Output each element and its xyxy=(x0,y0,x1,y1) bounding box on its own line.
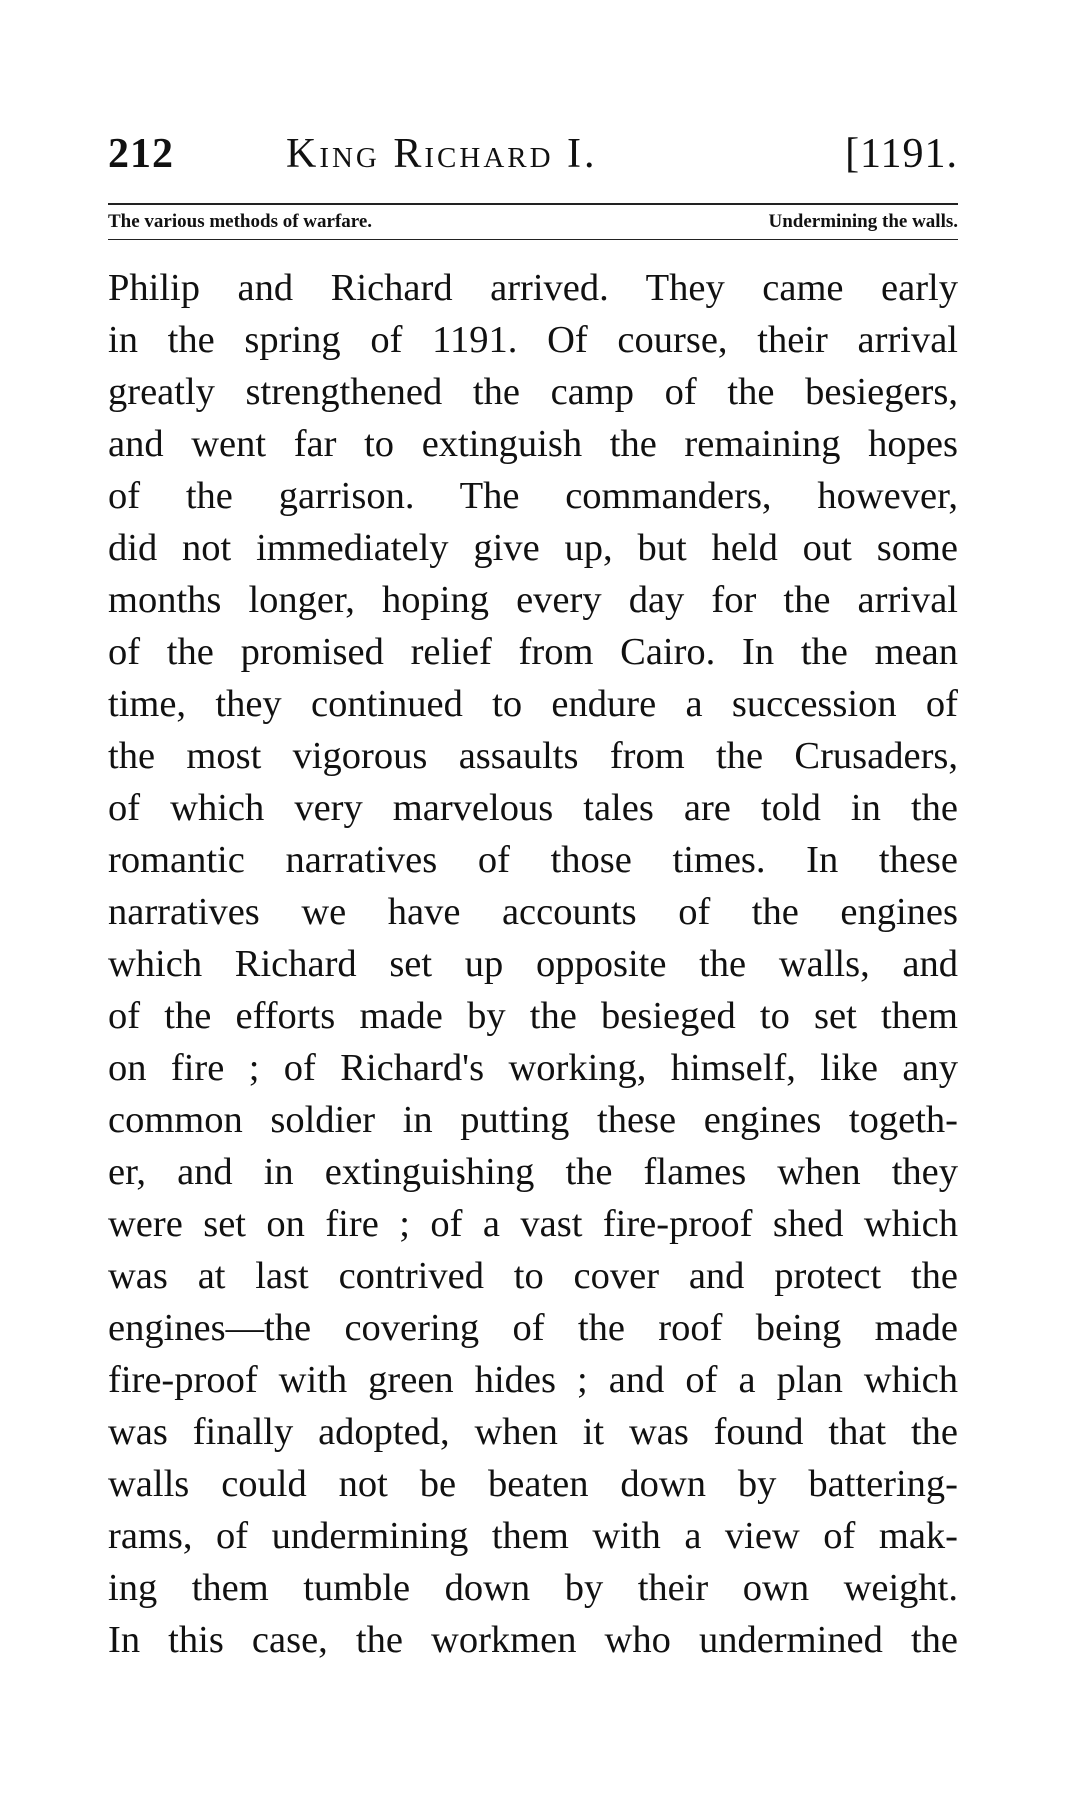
text-line: which Richard set up opposite the walls, and xyxy=(108,943,958,985)
text-line: of the promised relief from Cairo. In the mean xyxy=(108,631,958,673)
text-line: common soldier in putting these engines togeth- xyxy=(108,1099,958,1141)
text-line: were set on fire ; of a vast fire-proof shed which xyxy=(108,1203,958,1245)
text-line: narratives we have accounts of the engines xyxy=(108,891,958,933)
text-line: er, and in extinguishing the flames when they xyxy=(108,1151,958,1193)
text-line: was finally adopted, when it was found that the xyxy=(108,1411,958,1453)
text-line: walls could not be beaten down by battering- xyxy=(108,1463,958,1505)
text-line: on fire ; of Richard's working, himself, like any xyxy=(108,1047,958,1089)
text-line: In this case, the workmen who undermined the xyxy=(108,1619,958,1661)
text-line: the most vigorous assaults from the Crusaders, xyxy=(108,735,958,777)
page-number: 212 xyxy=(108,131,174,177)
book-title: King Richard I. xyxy=(286,131,598,177)
text-line: fire-proof with green hides ; and of a plan which xyxy=(108,1359,958,1401)
text-line: engines—the covering of the roof being made xyxy=(108,1307,958,1349)
text-line: of the efforts made by the besieged to set them xyxy=(108,995,958,1037)
text-line: months longer, hoping every day for the arrival xyxy=(108,579,958,621)
text-line: of the garrison. The commanders, however, xyxy=(108,475,958,517)
text-line: was at last contrived to cover and protect the xyxy=(108,1255,958,1297)
body-text xyxy=(108,262,958,1666)
text-line: rams, of undermining them with a view of mak- xyxy=(108,1515,958,1557)
text-line: ing them tumble down by their own weight. xyxy=(108,1567,958,1609)
text-line: in the spring of 1191. Of course, their arrival xyxy=(108,319,958,361)
text-line: of which very marvelous tales are told in the xyxy=(108,787,958,829)
side-notes xyxy=(108,211,958,237)
side-note-left: The various methods of warfare. xyxy=(108,211,373,232)
text-line: greatly strengthened the camp of the besiegers, xyxy=(108,371,958,413)
text-line: did not immediately give up, but held out some xyxy=(108,527,958,569)
running-head xyxy=(108,130,958,186)
chapter-year: [1191. xyxy=(845,131,958,177)
text-line: and went far to extinguish the remaining hopes xyxy=(108,423,958,465)
side-note-right: Undermining the walls. xyxy=(768,211,958,232)
text-line: romantic narratives of those times. In these xyxy=(108,839,958,881)
header-rule-bottom xyxy=(108,239,958,240)
text-line: Philip and Richard arrived. They came early xyxy=(108,267,958,309)
text-line: time, they continued to endure a succession of xyxy=(108,683,958,725)
header-rule-top xyxy=(108,203,958,205)
